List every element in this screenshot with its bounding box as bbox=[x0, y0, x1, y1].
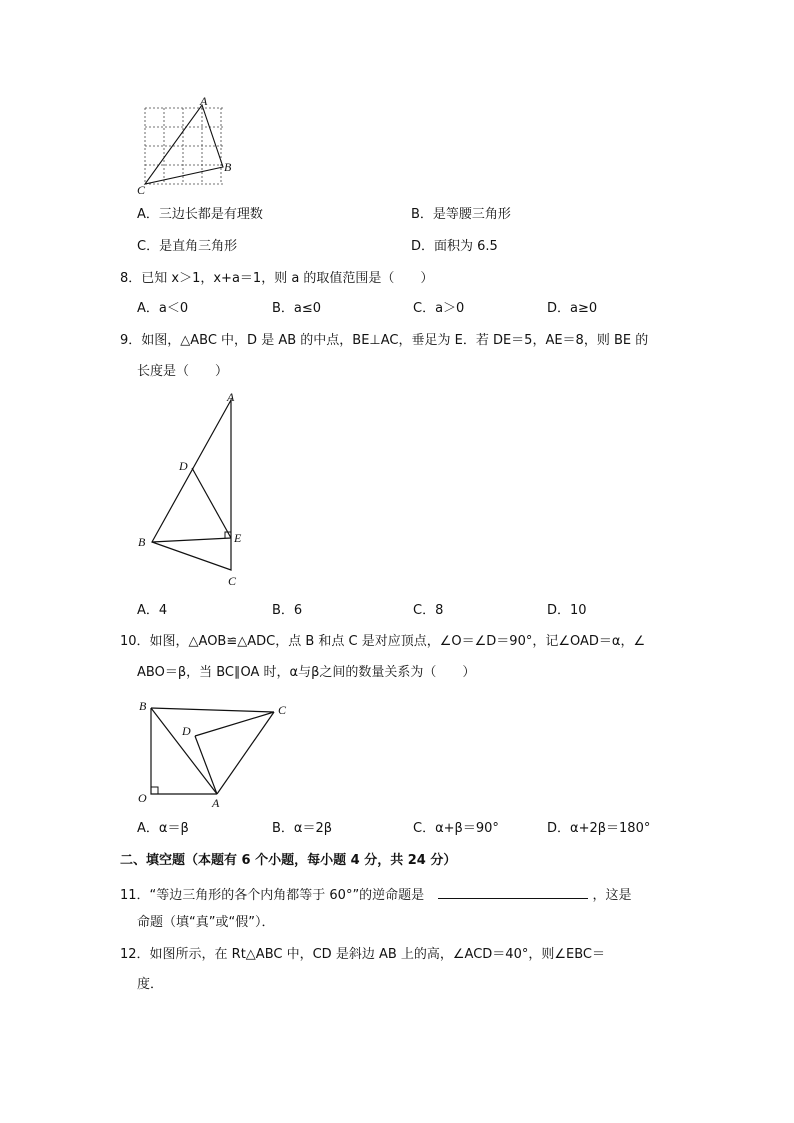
right-angle-mark bbox=[151, 787, 158, 794]
q12-line2: 度． bbox=[137, 977, 164, 992]
triangle-abc bbox=[152, 400, 231, 570]
q10-figure bbox=[132, 694, 302, 809]
label-o: O bbox=[138, 791, 147, 805]
q9-option-d: D．10 bbox=[547, 603, 587, 618]
label-a: A bbox=[200, 94, 208, 108]
q9-option-a: A．4 bbox=[137, 603, 168, 618]
q7-option-a: A．三边长都是有理数 bbox=[137, 207, 263, 222]
segment-da bbox=[195, 736, 217, 794]
q9-option-c: C．8 bbox=[413, 603, 444, 618]
q11-stem-part1: 11．“等边三角形的各个内角都等于 60°”的逆命题是 bbox=[120, 888, 425, 903]
q12-line1: 12．如图所示，在 Rt△ABC 中，CD 是斜边 AB 上的高，∠ACD＝40°，则∠EBC＝ bbox=[120, 947, 605, 962]
q11-stem-part2: ，这是 bbox=[592, 888, 632, 903]
label-b: B bbox=[138, 535, 146, 549]
label-d: D bbox=[182, 724, 191, 738]
q8-option-d: D．a≥0 bbox=[547, 301, 598, 316]
q7-option-b: B．是等腰三角形 bbox=[411, 207, 511, 222]
label-a: A bbox=[212, 796, 220, 810]
q10-option-b: B．α＝2β bbox=[272, 821, 333, 836]
q7-grid-figure bbox=[135, 94, 245, 198]
q9-stem-line1: 9．如图，△ABC 中，D 是 AB 的中点，BE⊥AC，垂足为 E．若 DE＝5，AE＝8，则 BE 的 bbox=[120, 333, 649, 348]
grid-lines bbox=[145, 108, 223, 184]
label-d: D bbox=[179, 459, 188, 473]
segment-dc bbox=[195, 712, 274, 736]
q8-option-b: B．a≤0 bbox=[272, 301, 322, 316]
segment-be bbox=[152, 538, 231, 542]
q10-option-c: C．α+β＝90° bbox=[413, 821, 499, 836]
q8-option-c: C．a＞0 bbox=[413, 301, 465, 316]
label-e: E bbox=[234, 531, 242, 545]
q7-option-d: D．面积为 6.5 bbox=[411, 239, 498, 254]
q8-stem: 8．已知 x＞1，x+a＝1，则 a 的取值范围是（ ） bbox=[120, 271, 434, 286]
q9-triangle-figure bbox=[132, 390, 262, 590]
q8-option-a: A．a＜0 bbox=[137, 301, 189, 316]
q7-option-c: C．是直角三角形 bbox=[137, 239, 238, 254]
label-c: C bbox=[228, 574, 237, 588]
label-c: C bbox=[137, 183, 146, 197]
q10-stem-line1: 10．如图，△AOB≌△ADC，点 B 和点 C 是对应顶点，∠O＝∠D＝90°，记∠OAD＝α，∠ bbox=[120, 634, 646, 649]
segment-ba bbox=[151, 708, 217, 794]
triangle-abc bbox=[145, 105, 223, 184]
q9-option-b: B．6 bbox=[272, 603, 303, 618]
segment-bc bbox=[151, 708, 274, 712]
q11-stem bbox=[120, 884, 631, 905]
q10-stem-line2: ABO＝β，当 BC∥OA 时，α与β之间的数量关系为（ ） bbox=[137, 665, 476, 680]
q9-stem-line2: 长度是（ ） bbox=[137, 364, 229, 379]
label-c: C bbox=[278, 703, 287, 717]
q10-option-d: D．α+2β＝180° bbox=[547, 821, 651, 836]
q11-answer-blank[interactable] bbox=[438, 884, 588, 899]
label-b: B bbox=[224, 160, 232, 174]
segment-de bbox=[192, 468, 231, 538]
segment-ca bbox=[217, 712, 274, 794]
section-2-title: 二、填空题（本题有 6 个小题，每小题 4 分，共 24 分） bbox=[120, 853, 457, 868]
q10-option-a: A．α＝β bbox=[137, 821, 189, 836]
label-b: B bbox=[139, 699, 147, 713]
q11-line2: 命题（填“真”或“假”）． bbox=[137, 915, 275, 930]
label-a: A bbox=[227, 390, 235, 404]
